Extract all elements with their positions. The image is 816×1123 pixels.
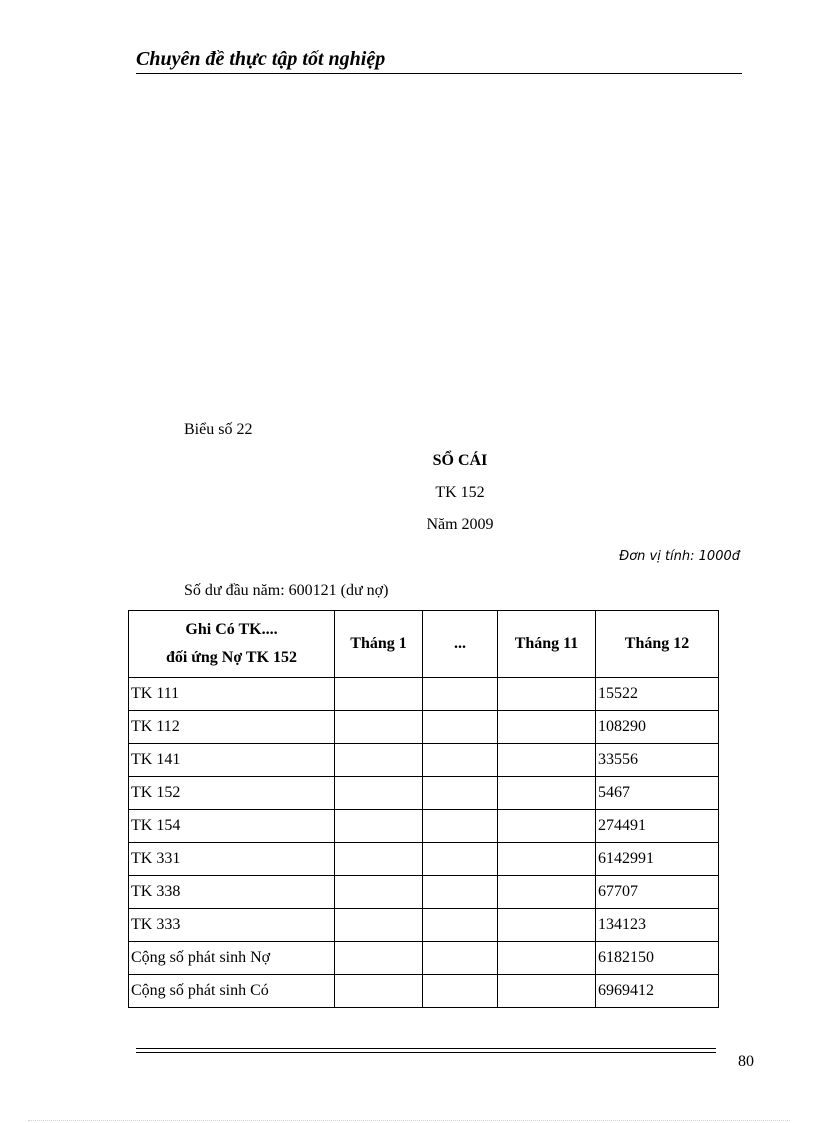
ledger-title: SỔ CÁI xyxy=(432,452,488,469)
cell-month-12: 67707 xyxy=(596,876,719,909)
header-rule xyxy=(136,73,742,74)
row-account: TK 112 xyxy=(129,711,335,744)
footer-rule-top xyxy=(136,1048,716,1049)
table-row xyxy=(129,975,719,1008)
cell-month-12: 6182150 xyxy=(596,942,719,975)
table-row xyxy=(129,711,719,744)
cell-month-11 xyxy=(498,843,596,876)
table-row xyxy=(129,876,719,909)
cell-ellipsis xyxy=(423,876,498,909)
cell-month-1 xyxy=(335,744,423,777)
row-account: TK 333 xyxy=(129,909,335,942)
row-account: TK 141 xyxy=(129,744,335,777)
footer-rule-bottom xyxy=(136,1052,716,1053)
opening-balance: Số dư đầu năm: 600121 (dư nợ) xyxy=(184,582,389,599)
cell-month-1 xyxy=(335,777,423,810)
account-code: TK 152 xyxy=(435,484,485,501)
cell-month-1 xyxy=(335,810,423,843)
table-row xyxy=(129,678,719,711)
cell-ellipsis xyxy=(423,843,498,876)
table-row xyxy=(129,810,719,843)
cell-month-11 xyxy=(498,942,596,975)
page-number: 80 xyxy=(738,1053,754,1070)
cell-month-1 xyxy=(335,711,423,744)
header-ellipsis: ... xyxy=(423,611,498,678)
cell-month-11 xyxy=(498,909,596,942)
header-contra-account xyxy=(129,611,335,678)
cell-month-11 xyxy=(498,711,596,744)
cell-month-12: 274491 xyxy=(596,810,719,843)
header-month-11: Tháng 11 xyxy=(498,611,596,678)
row-account: TK 338 xyxy=(129,876,335,909)
header-month-12: Tháng 12 xyxy=(596,611,719,678)
row-account: TK 154 xyxy=(129,810,335,843)
cell-month-12: 6142991 xyxy=(596,843,719,876)
cell-month-11 xyxy=(498,777,596,810)
cell-month-1 xyxy=(335,876,423,909)
page-edge-dotted-line xyxy=(28,1120,790,1121)
cell-month-12: 134123 xyxy=(596,909,719,942)
row-account: TK 152 xyxy=(129,777,335,810)
cell-ellipsis xyxy=(423,777,498,810)
cell-month-12: 15522 xyxy=(596,678,719,711)
cell-month-11 xyxy=(498,678,596,711)
table-row xyxy=(129,942,719,975)
cell-ellipsis xyxy=(423,942,498,975)
header-contra-account-line1: Ghi Có TK.... xyxy=(185,621,278,638)
table-row xyxy=(129,843,719,876)
row-account: TK 331 xyxy=(129,843,335,876)
cell-month-12: 6969412 xyxy=(596,975,719,1008)
ledger-table xyxy=(128,610,719,1008)
row-account: TK 111 xyxy=(129,678,335,711)
cell-ellipsis xyxy=(423,909,498,942)
table-row xyxy=(129,744,719,777)
cell-month-11 xyxy=(498,975,596,1008)
cell-month-12: 33556 xyxy=(596,744,719,777)
unit-label: Đơn vị tính: 1000đ xyxy=(619,549,740,564)
header-contra-account-line2: đối ứng Nợ TK 152 xyxy=(165,649,298,666)
cell-month-12: 108290 xyxy=(596,711,719,744)
table-row xyxy=(129,777,719,810)
row-account: Cộng số phát sinh Có xyxy=(129,975,335,1008)
cell-month-11 xyxy=(498,744,596,777)
cell-month-11 xyxy=(498,810,596,843)
ledger-year: Năm 2009 xyxy=(426,516,494,533)
running-header-title: Chuyên đề thực tập tốt nghiệp xyxy=(136,48,386,70)
cell-ellipsis xyxy=(423,975,498,1008)
table-header-row xyxy=(129,611,719,678)
cell-month-1 xyxy=(335,678,423,711)
cell-month-12: 5467 xyxy=(596,777,719,810)
cell-month-1 xyxy=(335,843,423,876)
exhibit-number: Biểu số 22 xyxy=(184,421,253,438)
cell-ellipsis xyxy=(423,744,498,777)
table-row xyxy=(129,909,719,942)
cell-month-1 xyxy=(335,942,423,975)
cell-ellipsis xyxy=(423,711,498,744)
cell-ellipsis xyxy=(423,810,498,843)
cell-month-1 xyxy=(335,909,423,942)
header-month-1: Tháng 1 xyxy=(335,611,423,678)
cell-ellipsis xyxy=(423,678,498,711)
cell-month-1 xyxy=(335,975,423,1008)
row-account: Cộng số phát sinh Nợ xyxy=(129,942,335,975)
cell-month-11 xyxy=(498,876,596,909)
